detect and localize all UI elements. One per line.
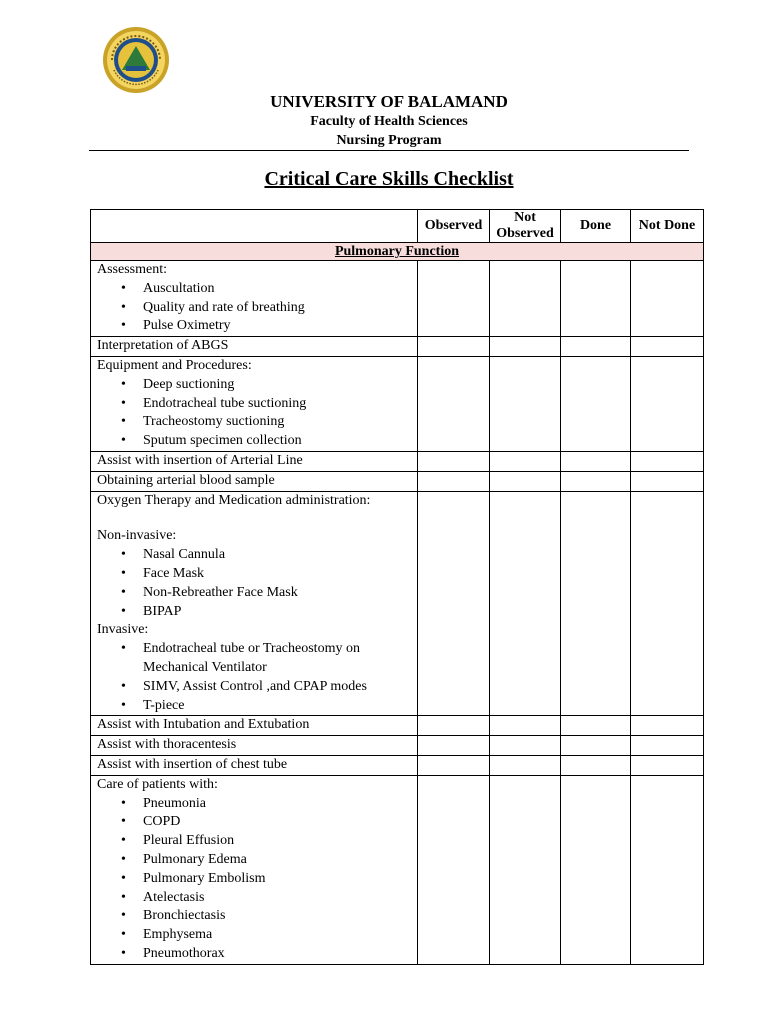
column-header-not-observed: Not Observed <box>490 210 561 243</box>
observed-checkbox-cell[interactable] <box>418 261 490 337</box>
done-checkbox-cell[interactable] <box>561 471 631 491</box>
not-observed-checkbox-cell[interactable] <box>490 337 561 357</box>
done-checkbox-cell[interactable] <box>561 775 631 964</box>
table-row <box>91 261 704 337</box>
not-observed-checkbox-cell[interactable] <box>490 736 561 756</box>
list-item: • COPD <box>143 813 417 832</box>
table-row <box>91 471 704 491</box>
observed-checkbox-cell[interactable] <box>418 356 490 451</box>
not-observed-checkbox-cell[interactable] <box>490 491 561 716</box>
done-checkbox-cell[interactable] <box>561 261 631 337</box>
not-observed-checkbox-cell[interactable] <box>490 471 561 491</box>
skill-label: Assist with Intubation and Extubation <box>91 716 418 736</box>
list-item: • Non-Rebreather Face Mask <box>143 584 417 603</box>
not-done-checkbox-cell[interactable] <box>631 755 704 775</box>
university-name: UNIVERSITY OF BALAMAND <box>270 92 508 111</box>
done-checkbox-cell[interactable] <box>561 356 631 451</box>
observed-checkbox-cell[interactable] <box>418 755 490 775</box>
list-item: • Pulse Oximetry <box>143 317 417 336</box>
not-observed-checkbox-cell[interactable] <box>490 775 561 964</box>
skill-label: Interpretation of ABGS <box>91 337 418 357</box>
table-row <box>91 451 704 471</box>
list-item: • Nasal Cannula <box>143 546 417 565</box>
list-item: • Endotracheal tube suctioning <box>143 395 417 414</box>
done-checkbox-cell[interactable] <box>561 755 631 775</box>
list-item: • Pulmonary Embolism <box>143 870 417 889</box>
not-done-checkbox-cell[interactable] <box>631 775 704 964</box>
list-item: • Pulmonary Edema <box>143 851 417 870</box>
column-header-not-done: Not Done <box>631 210 704 243</box>
list-item: • Sputum specimen collection <box>143 432 417 451</box>
list-item: • Endotracheal tube or Tracheostomy on Mechanical Ventilator <box>143 640 417 678</box>
skill-label: Assessment: <box>97 262 167 277</box>
skill-item-list <box>97 546 417 621</box>
not-observed-checkbox-cell[interactable] <box>490 716 561 736</box>
skill-cell <box>91 491 418 716</box>
skill-item-list <box>97 376 417 451</box>
list-item: • Deep suctioning <box>143 376 417 395</box>
observed-checkbox-cell[interactable] <box>418 451 490 471</box>
skill-cell <box>91 775 418 964</box>
observed-checkbox-cell[interactable] <box>418 736 490 756</box>
not-done-checkbox-cell[interactable] <box>631 261 704 337</box>
not-done-checkbox-cell[interactable] <box>631 471 704 491</box>
list-item: • Atelectasis <box>143 889 417 908</box>
done-checkbox-cell[interactable] <box>561 491 631 716</box>
list-item: • Quality and rate of breathing <box>143 299 417 318</box>
skill-cell <box>91 356 418 451</box>
skills-checklist-table <box>90 209 704 965</box>
skill-subheading: Non-invasive: <box>97 528 177 544</box>
not-observed-checkbox-cell[interactable] <box>490 755 561 775</box>
table-row <box>91 775 704 964</box>
table-row <box>91 337 704 357</box>
list-item: • Emphysema <box>143 926 417 945</box>
skill-label: Care of patients with: <box>97 776 218 792</box>
skill-label: Obtaining arterial blood sample <box>91 471 418 491</box>
list-item: • Pneumonia <box>143 795 417 814</box>
list-item: • Bronchiectasis <box>143 907 417 926</box>
list-item: • Tracheostomy suctioning <box>143 413 417 432</box>
list-item: • Auscultation <box>143 280 417 299</box>
list-item: • BIPAP <box>143 603 417 622</box>
table-row <box>91 716 704 736</box>
done-checkbox-cell[interactable] <box>561 716 631 736</box>
not-observed-checkbox-cell[interactable] <box>490 261 561 337</box>
university-logo <box>102 26 170 94</box>
observed-checkbox-cell[interactable] <box>418 775 490 964</box>
table-row <box>91 491 704 716</box>
table-row <box>91 755 704 775</box>
list-item: • Face Mask <box>143 565 417 584</box>
program-name: Nursing Program <box>336 133 442 148</box>
header-divider <box>89 150 689 151</box>
skill-subheading: Invasive: <box>97 622 149 638</box>
not-done-checkbox-cell[interactable] <box>631 716 704 736</box>
column-header-done: Done <box>561 210 631 243</box>
skill-label: Assist with insertion of Arterial Line <box>91 451 418 471</box>
not-done-checkbox-cell[interactable] <box>631 451 704 471</box>
section-title: Pulmonary Function <box>91 243 704 261</box>
table-row <box>91 736 704 756</box>
observed-checkbox-cell[interactable] <box>418 471 490 491</box>
list-item: • SIMV, Assist Control ,and CPAP modes <box>143 678 417 697</box>
table-row <box>91 356 704 451</box>
skill-item-list <box>97 640 417 715</box>
column-header-skill <box>91 210 418 243</box>
faculty-name: Faculty of Health Sciences <box>310 114 468 129</box>
skill-label: Oxygen Therapy and Medication administration: <box>97 492 371 508</box>
skill-item-list <box>97 280 417 336</box>
not-observed-checkbox-cell[interactable] <box>490 451 561 471</box>
skill-label: Assist with thoracentesis <box>91 736 418 756</box>
list-item: • Pneumothorax <box>143 945 417 964</box>
observed-checkbox-cell[interactable] <box>418 716 490 736</box>
not-done-checkbox-cell[interactable] <box>631 491 704 716</box>
done-checkbox-cell[interactable] <box>561 337 631 357</box>
page-title: Critical Care Skills Checklist <box>264 168 514 190</box>
table-header-row <box>91 210 704 243</box>
column-header-observed: Observed <box>418 210 490 243</box>
spacer <box>97 510 417 527</box>
skill-cell <box>91 261 418 337</box>
observed-checkbox-cell[interactable] <box>418 337 490 357</box>
list-item: • T-piece <box>143 697 417 716</box>
done-checkbox-cell[interactable] <box>561 736 631 756</box>
skill-item-list <box>97 795 417 964</box>
section-row <box>91 243 704 261</box>
not-done-checkbox-cell[interactable] <box>631 337 704 357</box>
not-done-checkbox-cell[interactable] <box>631 356 704 451</box>
observed-checkbox-cell[interactable] <box>418 491 490 716</box>
not-done-checkbox-cell[interactable] <box>631 736 704 756</box>
not-observed-checkbox-cell[interactable] <box>490 356 561 451</box>
skill-label: Assist with insertion of chest tube <box>91 755 418 775</box>
skill-label: Equipment and Procedures: <box>97 357 252 373</box>
list-item: • Pleural Effusion <box>143 832 417 851</box>
done-checkbox-cell[interactable] <box>561 451 631 471</box>
document-header <box>0 92 768 150</box>
